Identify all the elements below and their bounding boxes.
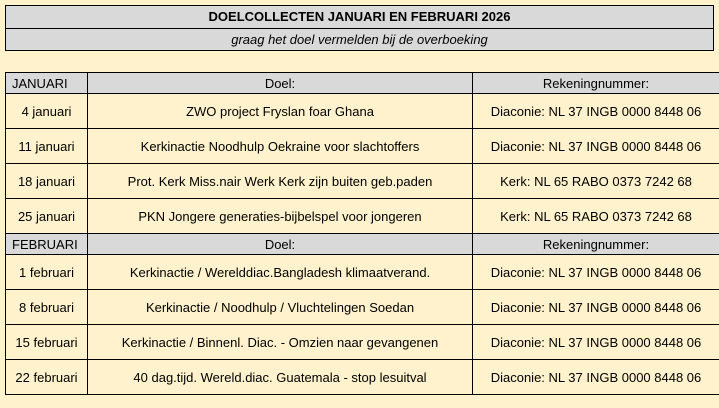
account-cell: Diaconie: NL 37 INGB 0000 8448 06 bbox=[473, 290, 719, 325]
date-cell: 1 februari bbox=[6, 255, 88, 290]
date-cell: 18 januari bbox=[6, 164, 88, 199]
account-cell: Diaconie: NL 37 INGB 0000 8448 06 bbox=[473, 129, 719, 164]
table-row bbox=[6, 255, 719, 290]
goal-cell: Kerkinactie Noodhulp Oekraine voor slachtoffers bbox=[88, 129, 473, 164]
table-row bbox=[6, 360, 719, 395]
date-cell: 25 januari bbox=[6, 199, 88, 234]
table-row bbox=[6, 129, 719, 164]
account-cell: Diaconie: NL 37 INGB 0000 8448 06 bbox=[473, 255, 719, 290]
page-title: DOELCOLLECTEN JANUARI EN FEBRUARI 2026 bbox=[6, 6, 713, 29]
date-cell: 22 februari bbox=[6, 360, 88, 395]
january-header-row bbox=[6, 73, 719, 94]
goal-cell: Kerkinactie / Noodhulp / Vluchtelingen Soedan bbox=[88, 290, 473, 325]
account-cell: Diaconie: NL 37 INGB 0000 8448 06 bbox=[473, 94, 719, 129]
goal-column-header: Doel: bbox=[88, 73, 473, 94]
goal-cell: Kerkinactie / Binnenl. Diac. - Omzien naar gevangenen bbox=[88, 325, 473, 360]
month-header-february: FEBRUARI bbox=[6, 234, 88, 255]
account-cell: Kerk: NL 65 RABO 0373 7242 68 bbox=[473, 199, 719, 234]
month-header-january: JANUARI bbox=[6, 73, 88, 94]
goal-column-header: Doel: bbox=[88, 234, 473, 255]
date-cell: 4 januari bbox=[6, 94, 88, 129]
account-cell: Kerk: NL 65 RABO 0373 7242 68 bbox=[473, 164, 719, 199]
goal-cell: 40 dag.tijd. Wereld.diac. Guatemala - stop lesuitval bbox=[88, 360, 473, 395]
table-row bbox=[6, 325, 719, 360]
table-row bbox=[6, 199, 719, 234]
page-subtitle: graag het doel vermelden bij de overboeking bbox=[6, 29, 713, 50]
february-header-row bbox=[6, 234, 719, 255]
table-row bbox=[6, 164, 719, 199]
account-cell: Diaconie: NL 37 INGB 0000 8448 06 bbox=[473, 325, 719, 360]
table-row bbox=[6, 94, 719, 129]
date-cell: 11 januari bbox=[6, 129, 88, 164]
date-cell: 8 februari bbox=[6, 290, 88, 325]
account-column-header: Rekeningnummer: bbox=[473, 73, 719, 94]
account-cell: Diaconie: NL 37 INGB 0000 8448 06 bbox=[473, 360, 719, 395]
account-column-header: Rekeningnummer: bbox=[473, 234, 719, 255]
header-box bbox=[5, 5, 714, 51]
table-row bbox=[6, 290, 719, 325]
goal-cell: Kerkinactie / Werelddiac.Bangladesh klimaatverand. bbox=[88, 255, 473, 290]
goal-cell: PKN Jongere generaties-bijbelspel voor jongeren bbox=[88, 199, 473, 234]
collection-table bbox=[5, 72, 719, 395]
goal-cell: Prot. Kerk Miss.nair Werk Kerk zijn buiten geb.paden bbox=[88, 164, 473, 199]
date-cell: 15 februari bbox=[6, 325, 88, 360]
goal-cell: ZWO project Fryslan foar Ghana bbox=[88, 94, 473, 129]
